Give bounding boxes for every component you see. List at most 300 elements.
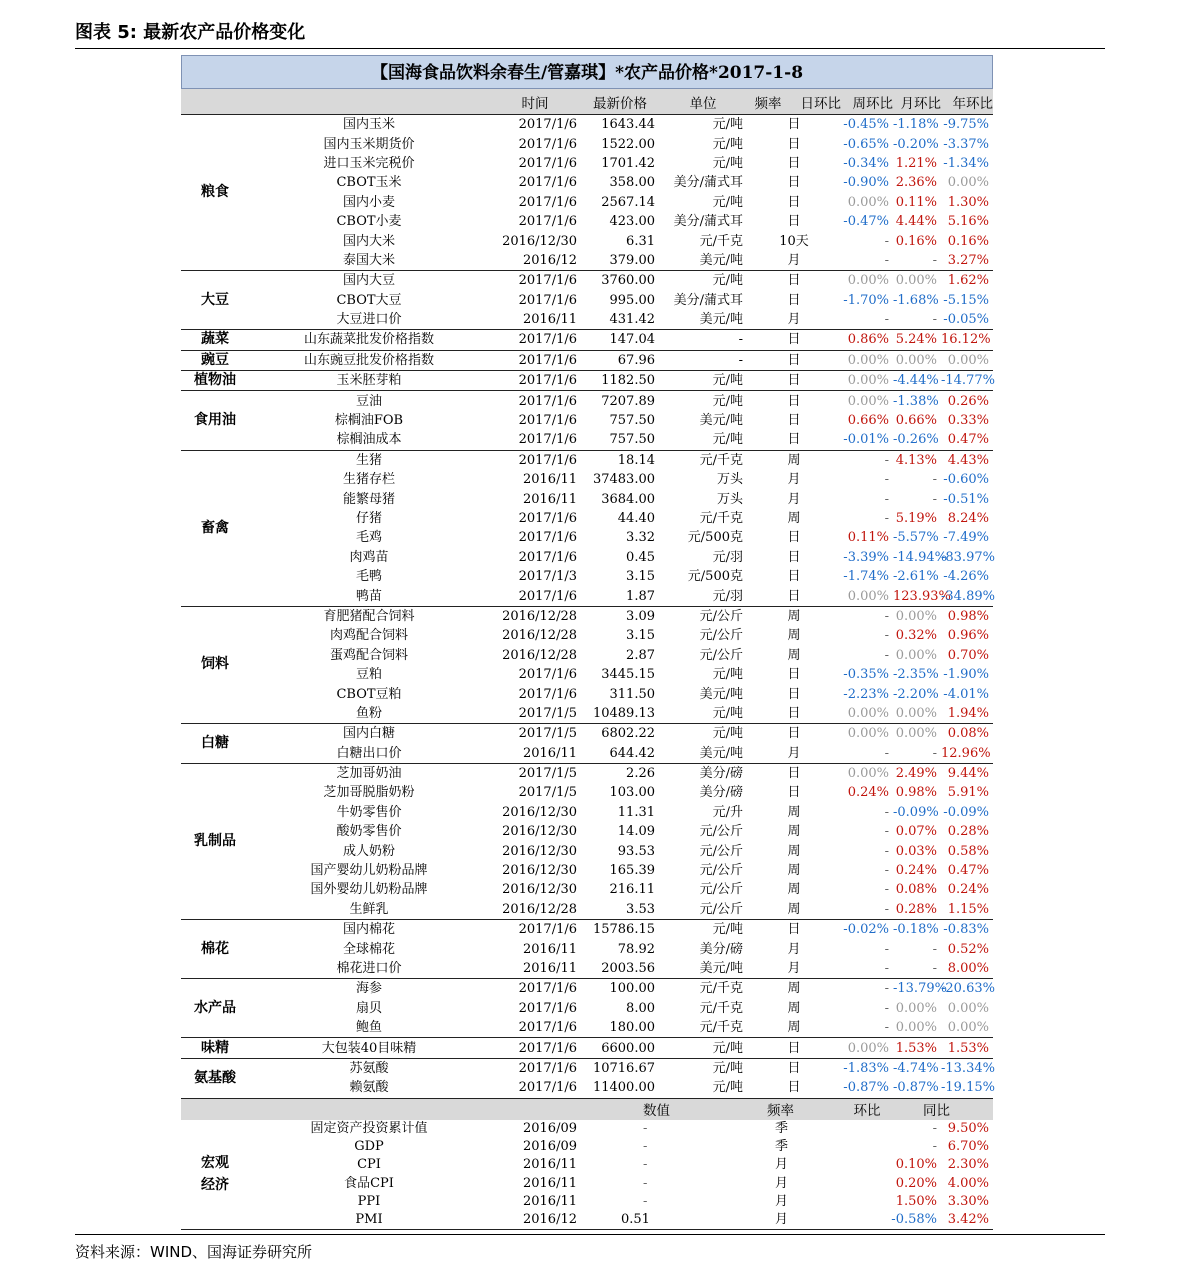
price-cell: 11.31 bbox=[617, 804, 655, 820]
date-cell: 2016/12/28 bbox=[489, 606, 581, 626]
table-row bbox=[181, 548, 993, 567]
table-row bbox=[181, 310, 993, 330]
table-row bbox=[181, 371, 993, 391]
week-change-cell: -4.44% bbox=[893, 371, 941, 391]
price-cell: 180.00 bbox=[609, 1020, 655, 1036]
day-change-cell: -0.65% bbox=[843, 136, 889, 152]
day-change-cell: - bbox=[884, 941, 889, 957]
day-change-cell: - bbox=[884, 804, 889, 820]
month-change-cell: -1.90% bbox=[943, 667, 989, 683]
macro-date-cell: 2016/12 bbox=[522, 1212, 577, 1228]
week-change-cell: -13.79% bbox=[893, 979, 941, 999]
table-row bbox=[181, 291, 993, 310]
week-change-cell: 0.00% bbox=[895, 705, 937, 721]
unit-cell: 元/500克 bbox=[687, 530, 743, 546]
unit-cell: 元/升 bbox=[712, 804, 743, 820]
header-time: 时间 bbox=[489, 89, 581, 115]
unit-cell: 元/公斤 bbox=[699, 882, 743, 898]
month-change-cell: 5.16% bbox=[947, 214, 989, 230]
price-table bbox=[181, 89, 993, 1229]
day-change-cell: 0.00% bbox=[841, 371, 893, 391]
date-cell: 2017/1/6 bbox=[518, 413, 577, 429]
month-change-cell: 1.62% bbox=[941, 271, 993, 291]
item-name: 育肥猪配合饲料 bbox=[249, 606, 489, 626]
price-cell: 3.53 bbox=[626, 901, 655, 917]
day-change-cell: -0.34% bbox=[843, 155, 889, 171]
week-change-cell: 0.08% bbox=[895, 882, 937, 898]
table-row bbox=[181, 744, 993, 764]
item-name: 国内小麦 bbox=[342, 194, 395, 210]
unit-cell: 元/千克 bbox=[659, 979, 747, 999]
price-cell: 757.50 bbox=[609, 413, 655, 429]
month-change-cell: 8.24% bbox=[947, 511, 989, 526]
week-change-cell: 2.49% bbox=[893, 763, 941, 783]
month-change-cell: -3.37% bbox=[943, 136, 989, 152]
date-cell: 2016/12 bbox=[522, 252, 577, 268]
header-blank bbox=[249, 1098, 489, 1120]
frequency-cell: 日 bbox=[747, 115, 841, 135]
month-change-cell: 0.08% bbox=[941, 724, 993, 744]
week-change-cell: -1.38% bbox=[893, 391, 941, 411]
table-row bbox=[181, 450, 993, 470]
price-cell: 3.09 bbox=[581, 606, 659, 626]
week-change-cell: -14.94% bbox=[893, 549, 947, 565]
unit-cell: 元/吨 bbox=[712, 1080, 743, 1096]
week-change-cell: 0.11% bbox=[895, 194, 937, 210]
month-change-cell: -7.49% bbox=[943, 530, 989, 546]
week-change-cell: 0.00% bbox=[893, 724, 941, 744]
date-cell: 2017/1/6 bbox=[518, 588, 577, 604]
day-change-cell: - bbox=[884, 901, 889, 917]
week-change-cell: 4.13% bbox=[893, 450, 941, 470]
unit-cell: 元/公斤 bbox=[699, 647, 743, 663]
item-name: CBOT小麦 bbox=[336, 214, 402, 230]
table-row bbox=[181, 350, 993, 370]
frequency-cell: 月 bbox=[787, 491, 801, 507]
unit-cell: 元/500克 bbox=[687, 569, 743, 585]
table-row bbox=[181, 920, 993, 940]
frequency-cell: 日 bbox=[747, 1038, 841, 1058]
month-change-cell: 5.91% bbox=[947, 785, 989, 801]
price-cell: 6802.22 bbox=[581, 724, 659, 744]
day-change-cell: - bbox=[884, 491, 889, 507]
date-cell: 2017/1/6 bbox=[518, 1080, 577, 1096]
week-change-cell: 0.24% bbox=[895, 863, 937, 879]
unit-cell: 美分/蒲式耳 bbox=[673, 214, 743, 230]
table-row bbox=[181, 430, 993, 450]
macro-value-cell: 0.51 bbox=[621, 1212, 650, 1228]
frequency-cell: 日 bbox=[747, 350, 841, 370]
item-name: 玉米胚芽粕 bbox=[249, 371, 489, 391]
price-cell: 1.87 bbox=[626, 588, 655, 604]
macro-item-name: 食品CPI bbox=[344, 1175, 394, 1191]
week-change-cell: -1.18% bbox=[893, 115, 941, 135]
item-name: 国内大豆 bbox=[249, 271, 489, 291]
item-name: 生猪存栏 bbox=[342, 472, 395, 488]
macro-date-cell: 2016/11 bbox=[522, 1157, 577, 1173]
unit-cell: 元/千克 bbox=[699, 233, 743, 249]
price-cell: 7207.89 bbox=[581, 391, 659, 411]
month-change-cell: -83.97% bbox=[941, 549, 995, 565]
date-cell: 2017/1/6 bbox=[489, 371, 581, 391]
frequency-cell: 日 bbox=[787, 530, 801, 546]
month-change-cell: 0.70% bbox=[947, 647, 989, 663]
day-change-cell: -0.87% bbox=[843, 1080, 889, 1096]
item-name: 国内白糖 bbox=[249, 724, 489, 744]
item-name: 扇贝 bbox=[355, 1000, 382, 1016]
macro-row bbox=[181, 1193, 993, 1211]
price-cell: 1182.50 bbox=[581, 371, 659, 391]
price-cell: 100.00 bbox=[581, 979, 659, 999]
frequency-cell: 日 bbox=[787, 705, 801, 721]
frequency-cell: 月 bbox=[787, 252, 801, 268]
price-cell: 3445.15 bbox=[601, 667, 655, 683]
week-change-cell: -4.74% bbox=[893, 1058, 941, 1078]
date-cell: 2016/12/28 bbox=[502, 901, 577, 917]
source-note: 资料来源：WIND、国海证券研究所 bbox=[75, 1234, 1105, 1262]
week-change-cell: 5.24% bbox=[893, 330, 941, 350]
macro-row bbox=[181, 1138, 993, 1156]
price-cell: 10489.13 bbox=[592, 705, 655, 721]
frequency-cell: 周 bbox=[787, 882, 801, 898]
month-change-cell: -4.01% bbox=[943, 686, 989, 702]
week-change-cell: 0.00% bbox=[895, 1020, 937, 1036]
table-row bbox=[181, 626, 993, 645]
month-change-cell: 0.24% bbox=[947, 882, 989, 898]
date-cell: 2017/1/6 bbox=[518, 1000, 577, 1016]
item-name: 棕榈油FOB bbox=[334, 413, 404, 429]
frequency-cell: 日 bbox=[747, 271, 841, 291]
frequency-cell: 周 bbox=[747, 450, 841, 470]
item-name: 大豆进口价 bbox=[336, 312, 402, 328]
unit-cell: 美元/吨 bbox=[699, 686, 743, 702]
macro-header-mom: 环比 bbox=[841, 1098, 893, 1120]
frequency-cell: 日 bbox=[787, 194, 801, 210]
frequency-cell: 日 bbox=[787, 175, 801, 191]
table-row bbox=[181, 646, 993, 665]
macro-item-name: CPI bbox=[357, 1157, 381, 1173]
frequency-cell: 日 bbox=[747, 371, 841, 391]
macro-header-value: 数值 bbox=[581, 1098, 747, 1120]
unit-cell: 元/羽 bbox=[712, 588, 743, 604]
macro-value-cell: - bbox=[643, 1157, 648, 1173]
month-change-cell: 0.26% bbox=[941, 391, 993, 411]
day-change-cell: - bbox=[884, 233, 889, 249]
date-cell: 2017/1/6 bbox=[518, 194, 577, 210]
category-label: 水产品 bbox=[181, 979, 249, 1038]
date-cell: 2016/12/30 bbox=[502, 843, 577, 859]
date-cell: 2017/1/6 bbox=[489, 350, 581, 370]
price-cell: 757.50 bbox=[609, 432, 655, 448]
month-change-cell: -4.26% bbox=[943, 569, 989, 585]
frequency-cell: 周 bbox=[787, 1000, 801, 1016]
day-change-cell: -3.39% bbox=[843, 549, 889, 565]
price-cell: 311.50 bbox=[609, 686, 655, 702]
price-table-container bbox=[181, 55, 993, 1230]
month-change-cell: -0.09% bbox=[943, 804, 989, 820]
date-cell: 2016/12/30 bbox=[502, 824, 577, 840]
day-change-cell: -1.83% bbox=[841, 1058, 893, 1078]
frequency-cell: 10天 bbox=[779, 233, 809, 249]
month-change-cell: -9.75% bbox=[941, 115, 993, 135]
table-row bbox=[181, 783, 993, 802]
macro-mom-cell: 0.20% bbox=[895, 1175, 937, 1191]
macro-date-cell: 2016/09 bbox=[522, 1120, 577, 1136]
category-label: 蔬菜 bbox=[181, 330, 249, 350]
table-row bbox=[181, 704, 993, 724]
item-name: 成人奶粉 bbox=[342, 843, 395, 859]
macro-frequency-cell: 季 bbox=[775, 1138, 789, 1154]
unit-cell: 美元/吨 bbox=[699, 252, 743, 268]
table-row bbox=[181, 528, 993, 547]
item-name: 生鲜乳 bbox=[349, 901, 389, 917]
macro-mom-cell: - bbox=[932, 1138, 937, 1154]
week-change-cell: 0.00% bbox=[895, 1000, 937, 1016]
header-frequency: 频率 bbox=[747, 89, 789, 115]
macro-yoy-cell: 6.70% bbox=[947, 1138, 989, 1154]
date-cell: 2017/1/5 bbox=[518, 705, 577, 721]
table-row bbox=[181, 115, 993, 135]
date-cell: 2017/1/5 bbox=[518, 785, 577, 801]
macro-frequency-cell: 月 bbox=[775, 1212, 789, 1228]
price-cell: 165.39 bbox=[609, 863, 655, 879]
unit-cell: 元/千克 bbox=[659, 450, 747, 470]
item-name: 全球棉花 bbox=[342, 941, 395, 957]
month-change-cell: 0.16% bbox=[947, 233, 989, 249]
unit-cell: 元/公斤 bbox=[699, 628, 743, 644]
month-change-cell: 0.28% bbox=[947, 824, 989, 840]
item-name: 山东蔬菜批发价格指数 bbox=[249, 330, 489, 350]
header-unit: 单位 bbox=[659, 89, 747, 115]
unit-cell: 元/吨 bbox=[659, 115, 747, 135]
date-cell: 2017/1/6 bbox=[518, 432, 577, 448]
unit-cell: 元/千克 bbox=[699, 511, 743, 526]
day-change-cell: -0.90% bbox=[843, 175, 889, 191]
item-name: 进口玉米完税价 bbox=[323, 155, 415, 171]
header-week-change: 周环比 bbox=[841, 89, 893, 115]
date-cell: 2017/1/6 bbox=[489, 271, 581, 291]
header-month-change: 月环比 bbox=[893, 89, 941, 115]
category-label: 畜禽 bbox=[181, 450, 249, 606]
month-change-cell: 4.43% bbox=[941, 450, 993, 470]
macro-item-name: PPI bbox=[357, 1193, 381, 1209]
frequency-cell: 周 bbox=[787, 901, 801, 917]
frequency-cell: 日 bbox=[747, 920, 841, 940]
date-cell: 2016/11 bbox=[522, 960, 577, 976]
category-label: 粮食 bbox=[181, 115, 249, 271]
date-cell: 2017/1/5 bbox=[489, 763, 581, 783]
frequency-cell: 月 bbox=[787, 941, 801, 957]
price-cell: 995.00 bbox=[609, 292, 655, 308]
unit-cell: - bbox=[659, 330, 747, 350]
macro-row bbox=[181, 1156, 993, 1174]
week-change-cell: 0.00% bbox=[893, 606, 941, 626]
month-change-cell: -20.63% bbox=[941, 979, 993, 999]
date-cell: 2016/12/30 bbox=[502, 863, 577, 879]
price-cell: 11400.00 bbox=[592, 1080, 655, 1096]
week-change-cell: -0.87% bbox=[893, 1080, 939, 1096]
figure-title: 图表 5: 最新农产品价格变化 bbox=[75, 18, 1105, 49]
price-cell: 103.00 bbox=[609, 785, 655, 801]
unit-cell: 美元/吨 bbox=[699, 960, 743, 976]
month-change-cell: 0.00% bbox=[947, 1000, 989, 1016]
category-label: 饲料 bbox=[181, 606, 249, 723]
table-row bbox=[181, 134, 993, 153]
macro-row bbox=[181, 1174, 993, 1192]
table-row bbox=[181, 391, 993, 411]
day-change-cell: 0.00% bbox=[841, 391, 893, 411]
header-price: 最新价格 bbox=[581, 89, 659, 115]
macro-header-yoy: 同比 bbox=[893, 1098, 993, 1120]
week-change-cell: 1.53% bbox=[893, 1038, 941, 1058]
day-change-cell: - bbox=[884, 647, 889, 663]
macro-date-cell: 2016/11 bbox=[522, 1175, 577, 1191]
price-cell: 2.26 bbox=[581, 763, 659, 783]
frequency-cell: 日 bbox=[747, 391, 841, 411]
week-change-cell: -2.35% bbox=[893, 667, 939, 683]
unit-cell: 元/公斤 bbox=[699, 863, 743, 879]
month-change-cell: 0.47% bbox=[947, 863, 989, 879]
day-change-cell: 0.00% bbox=[841, 1038, 893, 1058]
macro-value-cell: - bbox=[643, 1193, 648, 1209]
week-change-cell: 0.07% bbox=[895, 824, 937, 840]
frequency-cell: 周 bbox=[787, 1020, 801, 1036]
header-blank bbox=[249, 89, 489, 115]
week-change-cell: - bbox=[932, 941, 937, 957]
table-row bbox=[181, 861, 993, 880]
table-row bbox=[181, 509, 993, 528]
day-change-cell: -2.23% bbox=[843, 686, 889, 702]
month-change-cell: 9.44% bbox=[941, 763, 993, 783]
unit-cell: 元/公斤 bbox=[699, 901, 743, 917]
table-row bbox=[181, 880, 993, 899]
week-change-cell: - bbox=[932, 252, 937, 268]
month-change-cell: -5.15% bbox=[943, 292, 989, 308]
date-cell: 2016/12/30 bbox=[502, 804, 577, 820]
item-name: 国内大米 bbox=[342, 233, 395, 249]
day-change-cell: - bbox=[884, 1000, 889, 1016]
day-change-cell: - bbox=[884, 628, 889, 644]
macro-mom-cell: 0.10% bbox=[895, 1157, 937, 1173]
table-row bbox=[181, 1078, 993, 1098]
item-name: 海参 bbox=[249, 979, 489, 999]
day-change-cell: -0.35% bbox=[843, 667, 889, 683]
frequency-cell: 日 bbox=[787, 667, 801, 683]
day-change-cell: -0.01% bbox=[843, 432, 889, 448]
item-name: 芝加哥脱脂奶粉 bbox=[323, 785, 415, 801]
day-change-cell: -0.02% bbox=[841, 920, 893, 940]
unit-cell: 元/吨 bbox=[712, 705, 743, 721]
unit-cell: 元/吨 bbox=[659, 271, 747, 291]
day-change-cell: 0.11% bbox=[847, 530, 889, 546]
unit-cell: 万头 bbox=[716, 491, 743, 507]
date-cell: 2017/1/6 bbox=[518, 549, 577, 565]
item-name: 国内棉花 bbox=[249, 920, 489, 940]
unit-cell: 元/公斤 bbox=[699, 843, 743, 859]
header-year-change: 年环比 bbox=[941, 89, 993, 115]
macro-item-name: 固定资产投资累计值 bbox=[310, 1120, 428, 1136]
week-change-cell: 4.44% bbox=[895, 214, 937, 230]
unit-cell: 元/吨 bbox=[712, 155, 743, 171]
month-change-cell: -0.60% bbox=[943, 472, 989, 488]
price-table-body bbox=[181, 115, 993, 1099]
month-change-cell: 16.12% bbox=[941, 330, 993, 350]
price-cell: 147.04 bbox=[581, 330, 659, 350]
category-label: 棉花 bbox=[181, 920, 249, 979]
day-change-cell: 0.00% bbox=[841, 763, 893, 783]
week-change-cell: 0.98% bbox=[895, 785, 937, 801]
week-change-cell: 0.32% bbox=[895, 628, 937, 644]
date-cell: 2017/1/6 bbox=[489, 1038, 581, 1058]
macro-yoy-cell: 3.30% bbox=[947, 1193, 989, 1209]
item-name: 国内玉米 bbox=[249, 115, 489, 135]
unit-cell: 元/吨 bbox=[659, 724, 747, 744]
category-label: 白糖 bbox=[181, 724, 249, 764]
week-change-cell: -0.18% bbox=[893, 920, 941, 940]
price-cell: 644.42 bbox=[609, 745, 655, 761]
item-name: CBOT豆粕 bbox=[336, 686, 402, 702]
macro-header-row bbox=[181, 1098, 993, 1120]
day-change-cell: 0.66% bbox=[847, 413, 889, 429]
day-change-cell: 0.00% bbox=[841, 350, 893, 370]
table-row bbox=[181, 1058, 993, 1078]
header-blank bbox=[181, 89, 249, 115]
date-cell: 2016/11 bbox=[522, 472, 577, 488]
table-row bbox=[181, 684, 993, 703]
week-change-cell: 1.21% bbox=[895, 155, 937, 171]
unit-cell: 元/公斤 bbox=[699, 824, 743, 840]
unit-cell: 美分/磅 bbox=[699, 941, 743, 957]
week-change-cell: 0.00% bbox=[895, 647, 937, 663]
macro-frequency-cell: 月 bbox=[775, 1175, 789, 1191]
table-bottom-rule bbox=[181, 1229, 993, 1230]
macro-item-name: GDP bbox=[354, 1138, 384, 1154]
month-change-cell: -13.34% bbox=[941, 1058, 993, 1078]
table-row bbox=[181, 606, 993, 626]
table-row bbox=[181, 979, 993, 999]
item-name: 芝加哥奶油 bbox=[249, 763, 489, 783]
table-row bbox=[181, 724, 993, 744]
frequency-cell: 日 bbox=[787, 686, 801, 702]
category-label: 味精 bbox=[181, 1038, 249, 1058]
item-name: 牛奶零售价 bbox=[336, 804, 402, 820]
frequency-cell: 日 bbox=[787, 136, 801, 152]
week-change-cell: 0.16% bbox=[895, 233, 937, 249]
date-cell: 2016/12/28 bbox=[502, 628, 577, 644]
week-change-cell: 0.00% bbox=[893, 271, 941, 291]
price-cell: 3684.00 bbox=[601, 491, 655, 507]
table-row bbox=[181, 173, 993, 192]
frequency-cell: 周 bbox=[787, 628, 801, 644]
item-name: 能繁母猪 bbox=[342, 491, 395, 507]
price-cell: 216.11 bbox=[609, 882, 655, 898]
item-name: 豆油 bbox=[249, 391, 489, 411]
month-change-cell: 0.96% bbox=[947, 628, 989, 644]
frequency-cell: 日 bbox=[787, 1080, 801, 1096]
frequency-cell: 周 bbox=[747, 606, 841, 626]
item-name: CBOT大豆 bbox=[336, 292, 402, 308]
frequency-cell: 周 bbox=[787, 843, 801, 859]
week-change-cell: - bbox=[932, 312, 937, 328]
date-cell: 2017/1/6 bbox=[518, 214, 577, 230]
month-change-cell: 0.58% bbox=[947, 843, 989, 859]
price-cell: 0.45 bbox=[626, 549, 655, 565]
price-cell: 93.53 bbox=[617, 843, 655, 859]
month-change-cell: -0.83% bbox=[941, 920, 993, 940]
day-change-cell: - bbox=[884, 863, 889, 879]
frequency-cell: 日 bbox=[747, 724, 841, 744]
unit-cell: 美分/磅 bbox=[699, 785, 743, 801]
